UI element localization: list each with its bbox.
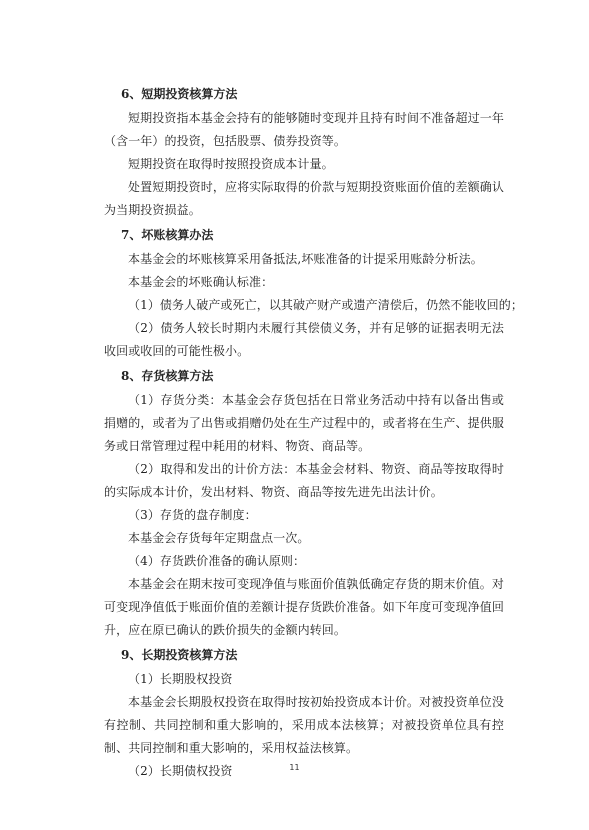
paragraph: 短期投资指本基金会持有的能够随时变现并且持有时间不准备超过一年（含一年）的投资，包括股票、债券投资等。 [104,111,504,148]
section-heading-inventory: 8、存货核算方法 [121,369,214,383]
paragraph: （1）长期股权投资 [128,672,233,686]
paragraph: 本基金会长期股权投资在取得时按初始投资成本计价。对被投资单位没有控制、共同控制和重大影响的，采用成本法核算；对被投资单位具有控制、共同控制和重大影响的，采用权益法核算。 [104,695,504,755]
section-heading-long-term-investment: 9、长期投资核算方法 [121,648,238,662]
page-content [104,81,523,783]
paragraph: （2）长期债权投资 [128,764,233,778]
paragraph: （4）存货跌价准备的确认原则： [128,554,306,568]
paragraph: （1）存货分类：本基金会存货包括在日常业务活动中持有以备出售或捐赠的，或者为了出售或捐赠仍处在生产过程中的，或者将在生产、提供服务或日常管理过程中耗用的材料、物资、商品等。 [104,393,504,453]
paragraph: 本基金会在期末按可变现净值与账面价值孰低确定存货的期末价值。对可变现净值低于账面价值的差额计提存货跌价准备。如下年度可变现净值回升，应在原已确认的跌价损失的金额内转回。 [104,577,504,637]
page-number: 11 [289,763,300,772]
paragraph: 本基金会的坏账确认标准： [128,275,274,289]
paragraph: 本基金会存货每年定期盘点一次。 [128,531,310,545]
paragraph: （1）债务人破产或死亡，以其破产财产或遗产清偿后，仍然不能收回的； [128,298,523,312]
paragraph: （3）存货的盘存制度： [128,508,257,522]
paragraph: （2）取得和发出的计价方法：本基金会材料、物资、商品等按取得时的实际成本计价，发出材料、物资、商品等按先进先出法计价。 [104,462,504,499]
section-heading-short-term-investment: 6、短期投资核算方法 [121,87,238,101]
paragraph: 处置短期投资时，应将实际取得的价款与短期投资账面价值的差额确认为当期投资损益。 [104,180,504,217]
paragraph: （2）债务人较长时期内未履行其偿债义务，并有足够的证据表明无法收回或收回的可能性极小。 [104,321,504,358]
paragraph: 本基金会的坏账核算采用备抵法,坏账准备的计提采用账龄分析法。 [128,252,483,266]
paragraph: 短期投资在取得时按照投资成本计量。 [128,157,334,171]
section-heading-bad-debt: 7、坏账核算办法 [121,228,214,242]
